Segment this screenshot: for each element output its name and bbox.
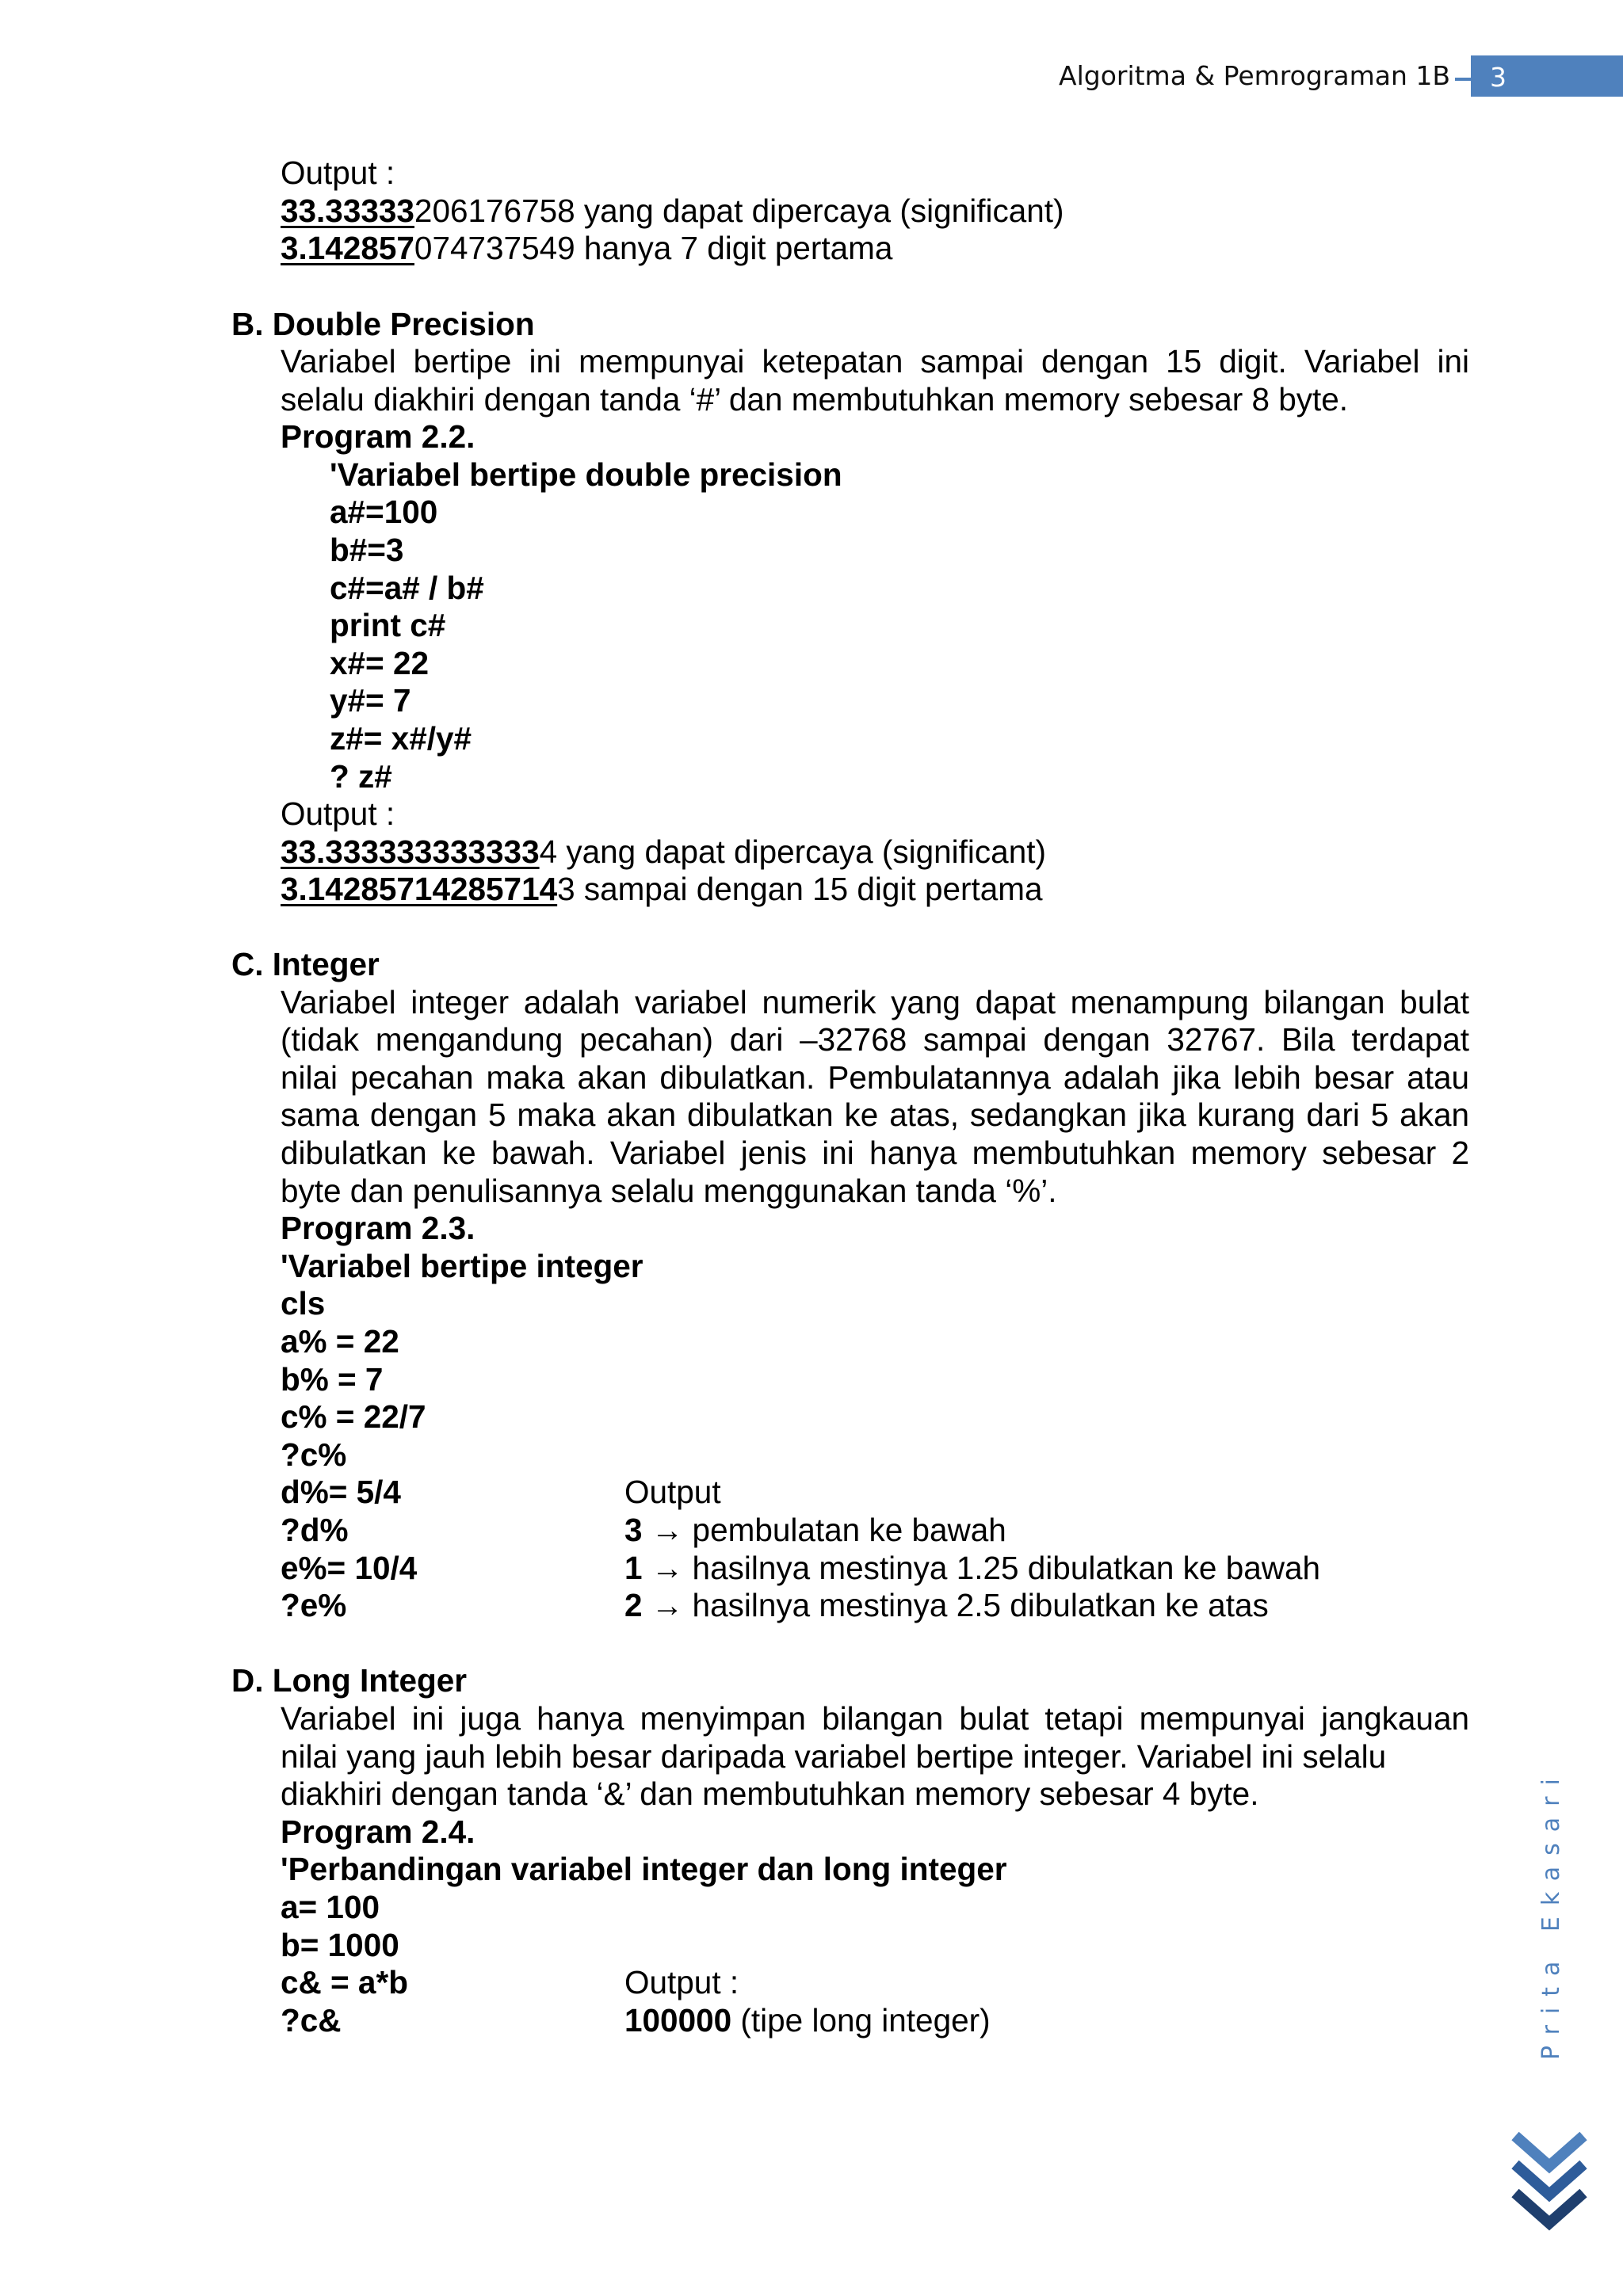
- output-line: [624, 1549, 1320, 1587]
- paragraph-line: sama dengan 5 maka akan dibulatkan ke atas, sedangkan jika kurang dari 5 akan: [281, 1097, 1469, 1133]
- output-text: 4 yang dapat dipercaya (significant): [539, 833, 1046, 870]
- output-line: [281, 870, 1043, 908]
- code-line: a= 100: [281, 1889, 380, 1925]
- output-line: [281, 833, 1046, 871]
- output-text: 3 sampai dengan 15 digit pertama: [557, 871, 1043, 907]
- paragraph-line: (tidak mengandung pecahan) dari –32768 sampai dengan 32767. Bila terdapat: [281, 1021, 1469, 1058]
- code-line: e%= 10/4: [281, 1550, 418, 1586]
- paragraph-line: nilai pecahan maka akan dibulatkan. Pembulatannya adalah jika lebih besar atau: [281, 1059, 1469, 1096]
- code-line: c& = a*b: [281, 1964, 408, 2000]
- output-line: [624, 1586, 1269, 1624]
- output-text: (tipe long integer): [731, 2002, 991, 2039]
- output-text: hasilnya mestinya 1.25 dibulatkan ke bawah: [683, 1550, 1321, 1586]
- paragraph-line: byte dan penulisannya selalu menggunakan tanda ‘%’.: [281, 1173, 1057, 1209]
- running-header-title: Algoritma & Pemrograman 1B: [1059, 60, 1450, 91]
- program-label: Program 2.3.: [281, 1210, 475, 1246]
- code-line: print c#: [330, 607, 446, 643]
- author-name: Prita Ekasari: [1537, 1768, 1565, 2060]
- output-label: Output :: [624, 1964, 739, 2000]
- code-line: cls: [281, 1285, 326, 1322]
- output-text: hasilnya mestinya 2.5 dibulatkan ke atas: [683, 1587, 1269, 1623]
- code-line: ? z#: [330, 758, 392, 795]
- output-value: 2: [624, 1587, 643, 1623]
- output-text: 206176758 yang dapat dipercaya (significant): [414, 193, 1064, 229]
- section-heading: C. Integer: [231, 946, 380, 982]
- paragraph-line: nilai yang jauh lebih besar daripada variabel bertipe integer. Variabel ini selalu: [281, 1738, 1387, 1775]
- code-line: 'Perbandingan variabel integer dan long integer: [281, 1851, 1007, 1887]
- paragraph-line: dibulatkan ke bawah. Variabel jenis ini hanya membutuhkan memory sebesar 2: [281, 1135, 1469, 1171]
- program-label: Program 2.2.: [281, 418, 475, 455]
- code-line: b% = 7: [281, 1361, 384, 1398]
- section-heading: B. Double Precision: [231, 306, 535, 342]
- page-number: 3: [1490, 62, 1507, 93]
- output-text: pembulatan ke bawah: [683, 1512, 1006, 1548]
- section-heading: D. Long Integer: [231, 1662, 467, 1699]
- significant-digits: 3.14285714285714: [281, 871, 558, 907]
- output-line: [624, 1511, 1006, 1549]
- code-line: y#= 7: [330, 682, 411, 719]
- code-line: 'Variabel bertipe double precision: [330, 456, 842, 493]
- program-label: Program 2.4.: [281, 1814, 475, 1850]
- code-line: a% = 22: [281, 1323, 399, 1360]
- output-value: 1: [624, 1550, 643, 1586]
- paragraph-line: selalu diakhiri dengan tanda ‘#’ dan membutuhkan memory sebesar 8 byte.: [281, 381, 1349, 418]
- output-line: [281, 192, 1064, 230]
- code-line: a#=100: [330, 494, 438, 530]
- arrow-icon: →: [651, 1512, 684, 1548]
- code-line: ?c&: [281, 2002, 342, 2039]
- code-line: c% = 22/7: [281, 1398, 426, 1435]
- output-label: Output :: [281, 154, 395, 191]
- code-line: b#=3: [330, 532, 404, 568]
- paragraph-line: diakhiri dengan tanda ‘&’ dan membutuhkan memory sebesar 4 byte.: [281, 1775, 1259, 1812]
- significant-digits: 3.142857: [281, 230, 414, 266]
- code-line: c#=a# / b#: [330, 570, 484, 606]
- code-line: ?e%: [281, 1587, 347, 1623]
- output-value: 3: [624, 1512, 643, 1548]
- output-line: [624, 2001, 991, 2039]
- code-line: ?c%: [281, 1436, 347, 1473]
- output-value: 100000: [624, 2002, 732, 2039]
- paragraph-line: Variabel ini juga hanya menyimpan bilangan bulat tetapi mempunyai jangkauan: [281, 1700, 1469, 1737]
- code-line: b= 1000: [281, 1927, 399, 1963]
- arrow-icon: →: [651, 1550, 684, 1586]
- code-line: z#= x#/y#: [330, 720, 472, 757]
- significant-digits: 33.333333333333: [281, 833, 540, 870]
- code-line: d%= 5/4: [281, 1474, 401, 1510]
- output-label: Output: [624, 1474, 721, 1510]
- output-label: Output :: [281, 795, 395, 832]
- significant-digits: 33.33333: [281, 193, 414, 229]
- output-line: [281, 229, 892, 267]
- paragraph-line: Variabel integer adalah variabel numerik yang dapat menampung bilangan bulat: [281, 984, 1469, 1020]
- paragraph-line: Variabel bertipe ini mempunyai ketepatan sampai dengan 15 digit. Variabel ini: [281, 343, 1469, 379]
- code-line: 'Variabel bertipe integer: [281, 1248, 643, 1284]
- code-line: ?d%: [281, 1512, 349, 1548]
- chevron-down-icon: [1506, 2130, 1593, 2233]
- page-number-box: [1471, 55, 1623, 97]
- code-line: x#= 22: [330, 645, 430, 681]
- output-text: 074737549 hanya 7 digit pertama: [414, 230, 893, 266]
- arrow-icon: →: [651, 1587, 684, 1623]
